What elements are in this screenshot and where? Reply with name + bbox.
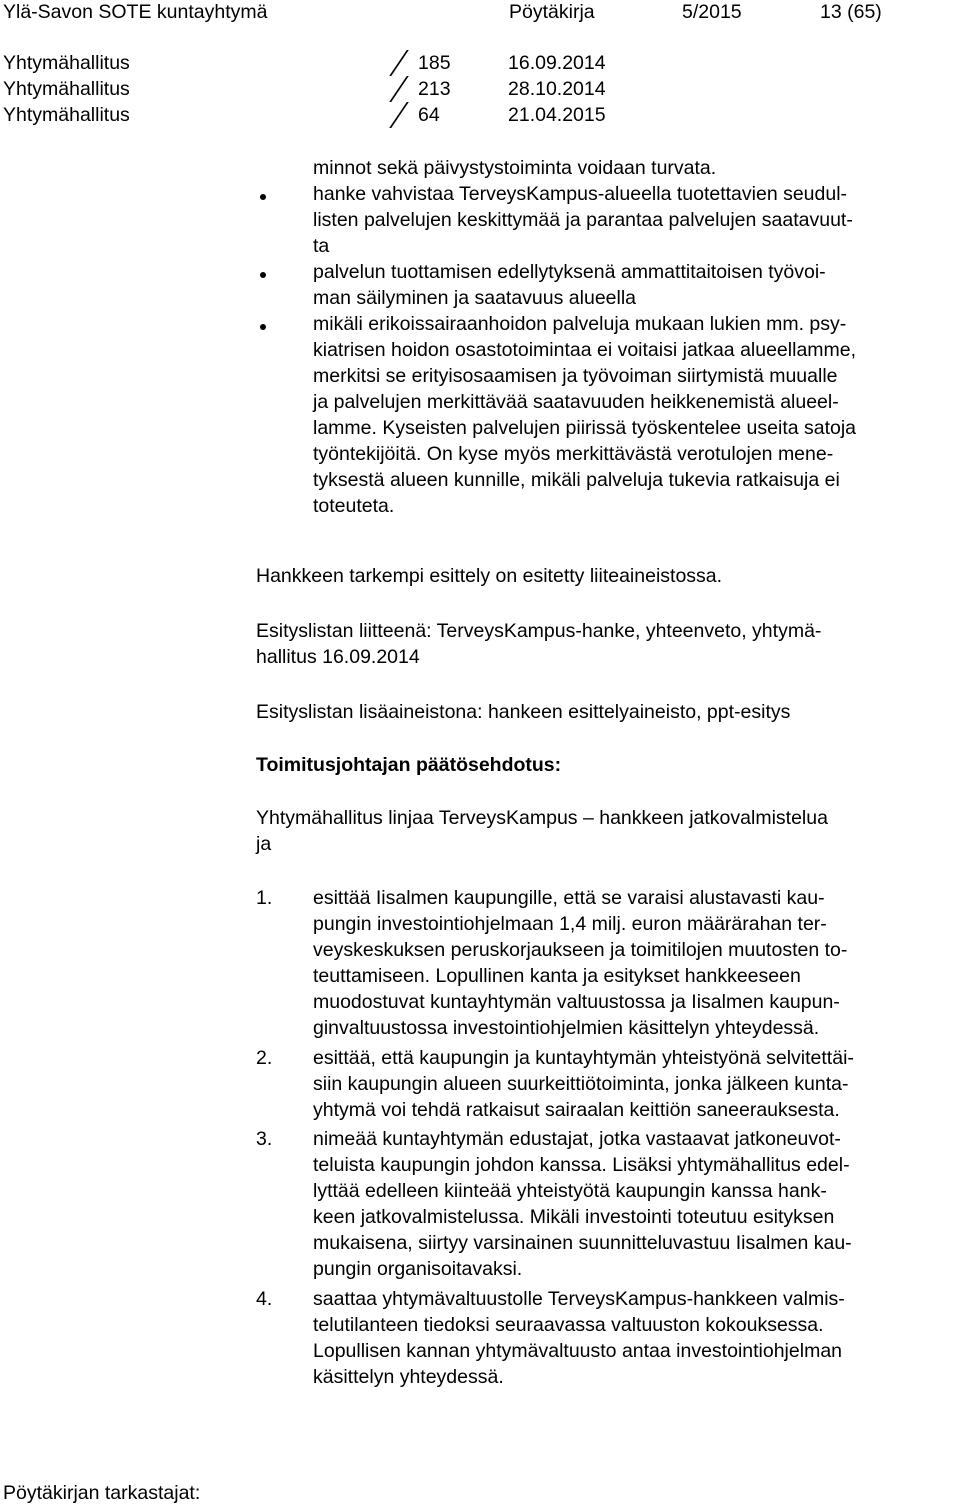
slash-mark bbox=[389, 102, 409, 128]
meeting-section: 64 bbox=[418, 104, 440, 126]
item-line: saattaa yhtymävaltuustolle TerveysKampus-hankkeen valmis- bbox=[313, 1288, 845, 1310]
bullet-line: man säilyminen ja saatavuus alueella bbox=[313, 287, 637, 309]
bullet-line: kiatrisen hoidon osastotoimintaa ei voitaisi jatkaa alueellamme, bbox=[313, 339, 857, 361]
meeting-date: 16.09.2014 bbox=[508, 52, 606, 74]
paragraph: hallitus 16.09.2014 bbox=[256, 646, 420, 668]
item-line: esittää Iisalmen kaupungille, että se varaisi alustavasti kau- bbox=[313, 887, 825, 909]
meeting-body: Yhtymähallitus bbox=[3, 52, 130, 74]
reviewers-label: Pöytäkirjan tarkastajat: bbox=[3, 1482, 201, 1504]
bullet-line: ja palvelujen merkittävää saatavuuden heikkenemistä alueel- bbox=[313, 391, 839, 413]
bullet-icon bbox=[260, 194, 266, 200]
bullet-line: mikäli erikoissairaanhoidon palveluja mukaan lukien mm. psy- bbox=[313, 313, 847, 335]
item-number: 2. bbox=[256, 1047, 273, 1069]
bullet-line: työntekijöitä. On kyse myös merkittävästä verotulojen mene- bbox=[313, 443, 834, 465]
slash-mark bbox=[389, 50, 409, 76]
bullet-line: ta bbox=[313, 235, 330, 257]
meeting-body: Yhtymähallitus bbox=[3, 104, 130, 126]
item-line: pungin investointiohjelmaan 1,4 milj. euron määrärahan ter- bbox=[313, 913, 827, 935]
item-number: 4. bbox=[256, 1288, 273, 1310]
bullet-line: palvelun tuottamisen edellytyksenä ammattitaitoisen työvoi- bbox=[313, 261, 826, 283]
item-line: keen jatkovalmistelussa. Mikäli investointi toteutuu esityksen bbox=[313, 1206, 835, 1228]
bullet-icon bbox=[260, 324, 266, 330]
bullet-line: merkitsi se erityisosaamisen ja työvoiman siirtymistä muualle bbox=[313, 365, 838, 387]
bullet-line: toteuteta. bbox=[313, 495, 395, 517]
bullet-icon bbox=[260, 272, 266, 278]
bullet-line: lamme. Kyseisten palvelujen piirissä työskentelee useita satoja bbox=[313, 417, 857, 439]
paragraph: ja bbox=[256, 833, 272, 855]
header-org: Ylä-Savon SOTE kuntayhtymä bbox=[3, 1, 268, 23]
item-line: muodostuvat kuntayhtymän valtuustossa ja Iisalmen kaupun- bbox=[313, 991, 840, 1013]
meeting-body: Yhtymähallitus bbox=[3, 78, 130, 100]
item-line: teluista kaupungin johdon kanssa. Lisäksi yhtymähallitus edel- bbox=[313, 1154, 850, 1176]
meeting-section: 185 bbox=[418, 52, 451, 74]
item-line: lyttää edelleen kiinteää yhteistyötä kaupungin kanssa hank- bbox=[313, 1180, 827, 1202]
item-line: teuttamiseen. Lopullinen kanta ja esitykset hankkeeseen bbox=[313, 965, 801, 987]
bullet-line: tyksestä alueen kunnille, mikäli palveluja tukevia ratkaisuja ei bbox=[313, 469, 840, 491]
header-doc-type: Pöytäkirja bbox=[509, 1, 595, 23]
item-number: 3. bbox=[256, 1128, 273, 1150]
paragraph: Hankkeen tarkempi esittely on esitetty liiteaineistossa. bbox=[256, 565, 723, 587]
bullet-line: hanke vahvistaa TerveysKampus-alueella tuotettavien seudul- bbox=[313, 183, 848, 205]
meeting-date: 28.10.2014 bbox=[508, 78, 606, 100]
meeting-date: 21.04.2015 bbox=[508, 104, 606, 126]
item-line: ginvaltuustossa investointiohjelmien käsittelyn yhteydessä. bbox=[313, 1017, 820, 1039]
item-line: pungin organisoitavaksi. bbox=[313, 1258, 523, 1280]
paragraph: Esityslistan lisäaineistona: hankeen esittelyaineisto, ppt-esitys bbox=[256, 701, 791, 723]
slash-mark bbox=[389, 76, 409, 102]
header-page: 13 (65) bbox=[820, 1, 882, 23]
item-line: yhtymä voi tehdä ratkaisut sairaalan keittiön saneerauksesta. bbox=[313, 1099, 840, 1121]
item-line: siin kaupungin alueen suurkeittiötoiminta, jonka jälkeen kunta- bbox=[313, 1073, 849, 1095]
continuation-line: minnot sekä päivystystoiminta voidaan turvata. bbox=[313, 157, 717, 179]
proposal-heading: Toimitusjohtajan päätösehdotus: bbox=[256, 754, 562, 776]
item-line: mukaisena, siirtyy varsinainen suunnitteluvastuu Iisalmen kau- bbox=[313, 1232, 852, 1254]
meeting-section: 213 bbox=[418, 78, 451, 100]
header-doc-number: 5/2015 bbox=[682, 1, 742, 23]
item-line: nimeää kuntayhtymän edustajat, jotka vastaavat jatkoneuvot- bbox=[313, 1128, 841, 1150]
item-line: Lopullisen kannan yhtymävaltuusto antaa investointiohjelman bbox=[313, 1340, 843, 1362]
paragraph: Yhtymähallitus linjaa TerveysKampus – hankkeen jatkovalmistelua bbox=[256, 807, 828, 829]
item-line: telutilanteen tiedoksi seuraavassa valtuuston kokouksessa. bbox=[313, 1314, 824, 1336]
item-number: 1. bbox=[256, 887, 273, 909]
item-line: esittää, että kaupungin ja kuntayhtymän yhteistyönä selvitettäi- bbox=[313, 1047, 854, 1069]
paragraph: Esityslistan liitteenä: TerveysKampus-hanke, yhteenveto, yhtymä- bbox=[256, 620, 822, 642]
item-line: käsittelyn yhteydessä. bbox=[313, 1366, 504, 1388]
bullet-line: listen palvelujen keskittymää ja parantaa palvelujen saatavuut- bbox=[313, 209, 853, 231]
item-line: veyskeskuksen peruskorjaukseen ja toimitilojen muutosten to- bbox=[313, 939, 848, 961]
